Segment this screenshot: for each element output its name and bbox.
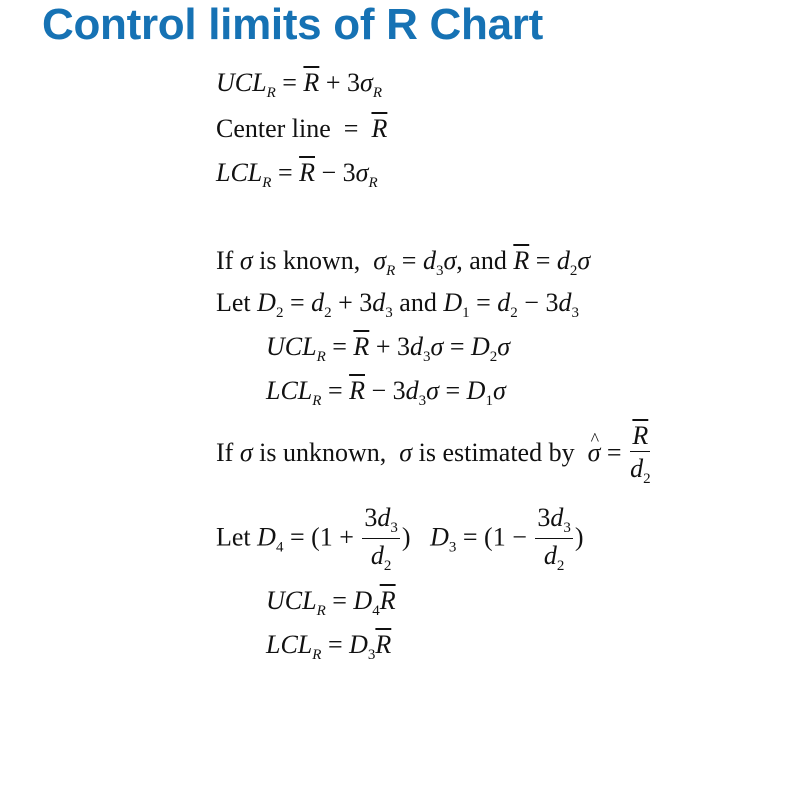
formula-lcl-d3: $LCL_R = D_3\overline{R}$ bbox=[266, 630, 392, 663]
center-line-label: Center line bbox=[216, 114, 331, 143]
formula-ucl-basic: $UCL_R = \overline{R} + 3\sigma_R$ bbox=[216, 68, 382, 101]
formula-ucl-d4: $UCL_R = D_4\overline{R}$ bbox=[266, 586, 396, 619]
formula-define-d3-d4: Let $D_4 = (1$ + $\frac{3d_3}{d_2}$ ) $D_3 = (1$ − $\frac{3d_3}{d_2}$ ) bbox=[216, 503, 584, 574]
formula-sigma-known: If σ is known, $\sigma_R = d_3\sigma$, and $\overline{R} = d_2\sigma$ bbox=[216, 246, 591, 279]
formula-define-d1-d2: Let $D_2 = d_2 + 3d_3$ and $D_1 = d_2 - 3d_3$ bbox=[216, 288, 579, 321]
formula-center-line: Center line = $\overline{R}$ bbox=[216, 114, 388, 143]
formula-sigma-unknown: If σ is unknown, σ is estimated by ^ σ = $\frac{\overline{R}}{d_2}$ bbox=[216, 423, 653, 487]
slide-title: Control limits of R Chart bbox=[42, 0, 543, 49]
formula-ucl-known: $UCL_R = \overline{R} + 3d_3\sigma = D_2\sigma$ bbox=[266, 332, 511, 365]
formula-lcl-known: $LCL_R = \overline{R} - 3d_3\sigma = D_1\sigma$ bbox=[266, 376, 506, 409]
fraction-rbar-over-d2: $\frac{\overline{R}}{d_2}$ bbox=[630, 421, 651, 487]
formula-lcl-basic: $LCL_R = \overline{R} - 3\sigma_R$ bbox=[216, 158, 378, 191]
